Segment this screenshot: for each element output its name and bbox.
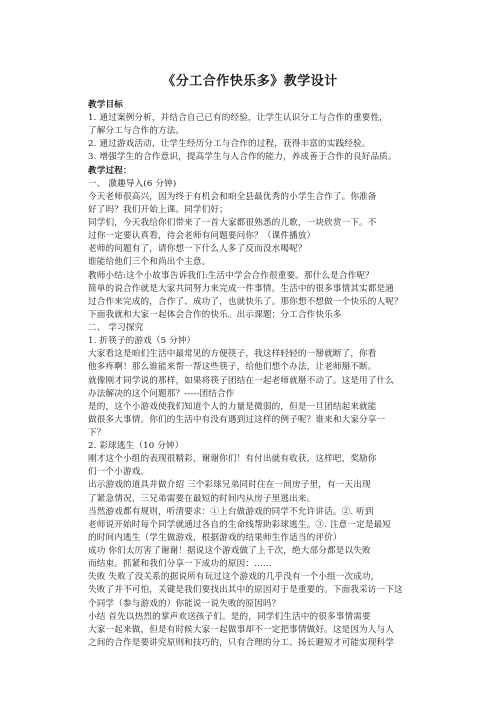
body-text-line: 1. 折筷子的游戏（5 分钟） — [88, 336, 196, 347]
body-text-line: 之间的合作是要讲究原则和技巧的，只有合理的分工、扬长避短才可能实现科学 — [88, 637, 395, 648]
body-text-line: 刚才这个小组的表现很精彩，谢谢你们！有付出就有收获，这样吧，奖励你 — [88, 454, 377, 465]
body-text-line: 过合作来完成的，合作了、成功了，也就快乐了。那你想不想做一个快乐的人呢？ — [88, 296, 403, 307]
body-text-line: 3. 增强学生的合作意识，提高学生与人合作的能力，养成善于合作的良好品质。 — [88, 152, 397, 163]
body-text-line: 成功 你们太厉害了谢谢！据说这个游戏做了上千次，绝大部分都是以失败 — [88, 546, 371, 557]
body-text-line: 而结束。抓紧和我们分享一下成功的原因：…… — [88, 559, 272, 570]
body-text-line: 2. 彩球逃生（10 分钟） — [88, 441, 184, 452]
body-text-line: 下面我就和大家一起体会合作的快乐。出示课题：分工合作快乐多 — [88, 309, 342, 320]
body-text-line: 谁能给他们三个和尚出个主意。 — [88, 257, 211, 268]
section-heading: 教学目标 — [88, 100, 123, 110]
body-text-line: 失败了并不可怕，关键是我们要找出其中的原因对于是重要的。下面我采访一下这 — [88, 585, 403, 596]
body-text-line: 老师的问题有了，请你想一下什么人多了反而没水喝呢？ — [88, 244, 307, 255]
body-text-line: 个同学（参与游戏的）你能说一说失败的原因吗？ — [88, 598, 281, 609]
body-text-line: 当然游戏都有规则，听清要求：①上台做游戏的同学不允许讲话。②. 听到 — [88, 506, 374, 517]
body-text-line: 一、 激趣导入(6 分钟) — [88, 178, 177, 189]
body-text-line: 下？ — [88, 428, 106, 438]
section-heading: 教学过程： — [88, 165, 132, 176]
body-text-line: 老师说开始时每个同学就通过各自的生命线帮助彩球逃生。③. 注意一定是最短 — [88, 519, 392, 530]
body-text-line: 今天老师很高兴，因为终于有机会和咱全县最优秀的小学生合作了。你准备 — [88, 191, 377, 202]
body-text-line: 们一个小游戏。 — [88, 467, 150, 478]
body-text-line: 教师小结:这个小故事告诉我们:生活中学会合作很重要。那什么是合作呢？ — [88, 270, 374, 281]
body-text-line: 做很多大事情。你们的生活中有没有遇到过这样的例子呢？谁来和大家分享一 — [88, 414, 386, 425]
body-text-line: 同学们，今天我给你们带来了一首大家都很熟悉的儿歌，一块欣赏一下。不 — [88, 218, 377, 229]
body-text-line: 简单的说合作就是大家共同努力来完成一件事情。生活中的很多事情其实都是通 — [88, 283, 395, 294]
body-text-line: 就像刚才同学说的那样，如果将筷子团结在一起老师就掰不动了。这是用了什么 — [88, 375, 395, 386]
body-text-line: 失败 失败了没关系的据说所有玩过这个游戏的几乎没有一个小组一次成功， — [88, 572, 380, 583]
body-text-line: 大家看这是咱们生活中最常见的方便筷子，我这样轻轻的一掰就断了，你看 — [88, 349, 377, 360]
body-text-line: 他多疼啊！那么谁能来帮一帮这些筷子，给他们想个办法，让老师掰不断。 — [88, 362, 377, 373]
body-text-line: 好了吗？我们开始上课。同学们好； — [88, 204, 228, 215]
body-text-line: 了解分工与合作的方法。 — [88, 126, 185, 137]
body-text-line: 1. 通过案例分析，并结合自己已有的经验，让学生认识分工与合作的重要性， — [88, 113, 388, 124]
body-text-line: 办法解决的这个问题那？-----团结合作 — [88, 388, 235, 399]
body-text-line: 的时间内逃生（学生做游戏，根据游戏的结果师生作适当的评价） — [88, 532, 342, 543]
body-text-line: 出示游戏的道具并做介绍 三个彩球兄弟同时住在一间房子里，有一天出现 — [88, 480, 371, 491]
body-text-line: 小结 首先以热烈的掌声欢送孩子们。是的，同学们生活中的很多事情需要 — [88, 611, 371, 622]
body-text-line: 2. 通过游戏活动，让学生经历分工与合作的过程，获得丰富的实践经验。 — [88, 139, 371, 150]
body-text-line: 是的，这个小游戏使我们知道个人的力量是微弱的，但是一旦团结起来就能 — [88, 401, 377, 412]
body-text-line: 二、 学习探究 — [88, 323, 144, 334]
body-text-line: 过你一定要认真看，待会老师有问题要问你？（课件播放） — [88, 231, 316, 242]
body-text-line: 了紧急情况，三兄弟需要在最短的时间内从房子里逃出来。 — [88, 493, 316, 504]
body-text-line: 大家一起来做，但是有时候大家一起做事却不一定把事情做好。这是因为人与人 — [88, 624, 395, 635]
document-title: 《分工合作快乐多》教学设计 — [162, 74, 338, 89]
